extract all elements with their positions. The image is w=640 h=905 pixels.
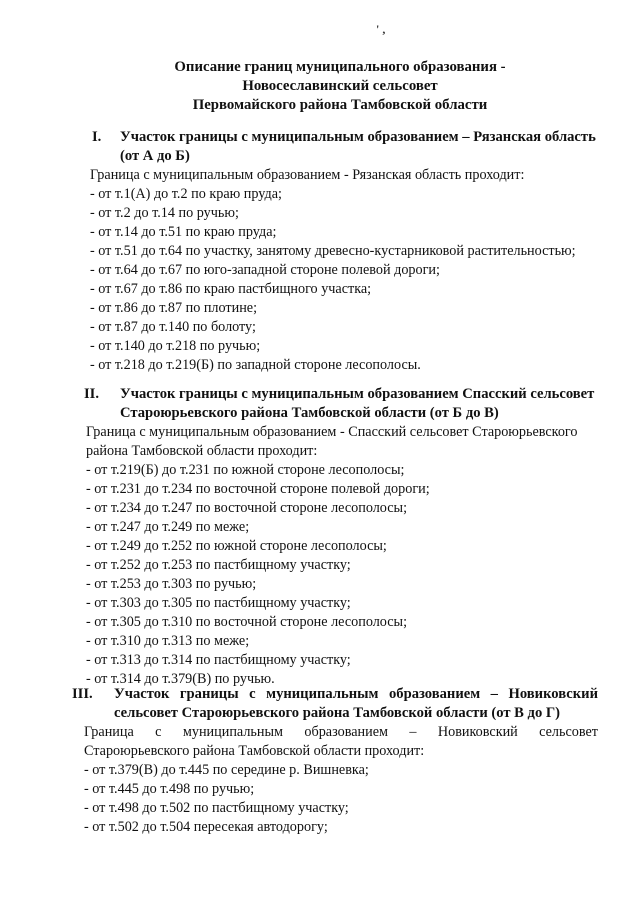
list-item: - от т.314 до т.379(В) по ручью. bbox=[86, 671, 275, 687]
stray-mark: ' , bbox=[376, 22, 386, 36]
list-item: - от т.249 до т.252 по южной стороне лесополосы; bbox=[86, 538, 387, 554]
title-line-3: Первомайского района Тамбовской области bbox=[192, 97, 488, 113]
list-item: - от т.219(Б) до т.231 по южной стороне лесополосы; bbox=[86, 462, 405, 478]
section-heading bbox=[70, 685, 598, 723]
section-2 bbox=[70, 385, 598, 689]
title-line-2: Новосеславинский сельсовет bbox=[242, 78, 438, 94]
boundary-list bbox=[70, 461, 598, 689]
list-item: - от т.247 до т.249 по меже; bbox=[86, 519, 250, 535]
list-item: - от т.218 до т.219(Б) по западной стороне лесополосы. bbox=[90, 357, 421, 373]
section-heading bbox=[70, 385, 598, 423]
section-number: III. bbox=[72, 686, 93, 702]
list-item: - от т.234 до т.247 по восточной стороне лесополосы; bbox=[86, 500, 408, 516]
section-title: Участок границы с муниципальным образованием – Новиковский сельсовет Староюрьевского района Тамбовской области (от В до Г) bbox=[114, 686, 598, 721]
title-line-1: Описание границ муниципального образования - bbox=[174, 59, 506, 75]
section-intro: Граница с муниципальным образованием – Новиковский сельсовет Староюрьевского района Тамбовской области проходит: bbox=[84, 724, 598, 759]
list-item: - от т.86 до т.87 по плотине; bbox=[90, 300, 258, 316]
list-item: - от т.1(А) до т.2 по краю пруда; bbox=[90, 186, 282, 202]
list-item: - от т.87 до т.140 по болоту; bbox=[90, 319, 256, 335]
section-title: Участок границы с муниципальным образованием – Рязанская область (от А до Б) bbox=[120, 129, 596, 164]
list-item: - от т.445 до т.498 по ручью; bbox=[84, 781, 255, 797]
section-title: Участок границы с муниципальным образованием Спасский сельсовет Староюрьевского района Тамбовской области (от Б до В) bbox=[120, 386, 595, 421]
list-item: - от т.379(В) до т.445 по середине р. Вишневка; bbox=[84, 762, 369, 778]
list-item: - от т.252 до т.253 по пастбищному участку; bbox=[86, 557, 351, 573]
section-3 bbox=[70, 685, 598, 837]
section-number: II. bbox=[84, 386, 100, 402]
section-number: I. bbox=[92, 129, 102, 145]
list-item: - от т.310 до т.313 по меже; bbox=[86, 633, 250, 649]
boundary-list bbox=[70, 761, 598, 837]
list-item: - от т.67 до т.86 по краю пастбищного участка; bbox=[90, 281, 372, 297]
list-item: - от т.140 до т.218 по ручью; bbox=[90, 338, 261, 354]
section-1 bbox=[70, 128, 598, 375]
list-item: - от т.313 до т.314 по пастбищному участку; bbox=[86, 652, 351, 668]
list-item: - от т.2 до т.14 по ручью; bbox=[90, 205, 239, 221]
list-item: - от т.14 до т.51 по краю пруда; bbox=[90, 224, 277, 240]
section-intro: Граница с муниципальным образованием - Рязанская область проходит: bbox=[90, 167, 525, 183]
list-item: - от т.502 до т.504 пересекая автодорогу; bbox=[84, 819, 328, 835]
list-item: - от т.305 до т.310 по восточной стороне лесополосы; bbox=[86, 614, 408, 630]
list-item: - от т.51 до т.64 по участку, занятому древесно-кустарниковой растительностью; bbox=[90, 243, 576, 259]
list-item: - от т.231 до т.234 по восточной стороне полевой дороги; bbox=[86, 481, 430, 497]
list-item: - от т.64 до т.67 по юго-западной стороне полевой дороги; bbox=[90, 262, 440, 278]
list-item: - от т.498 до т.502 по пастбищному участку; bbox=[84, 800, 349, 816]
boundary-list bbox=[70, 185, 598, 375]
document-title bbox=[120, 58, 560, 115]
list-item: - от т.253 до т.303 по ручью; bbox=[86, 576, 257, 592]
section-intro: Граница с муниципальным образованием - Спасский сельсовет Староюрьевского района Тамбовской области проходит: bbox=[86, 424, 578, 459]
list-item: - от т.303 до т.305 по пастбищному участку; bbox=[86, 595, 351, 611]
section-heading bbox=[70, 128, 598, 166]
